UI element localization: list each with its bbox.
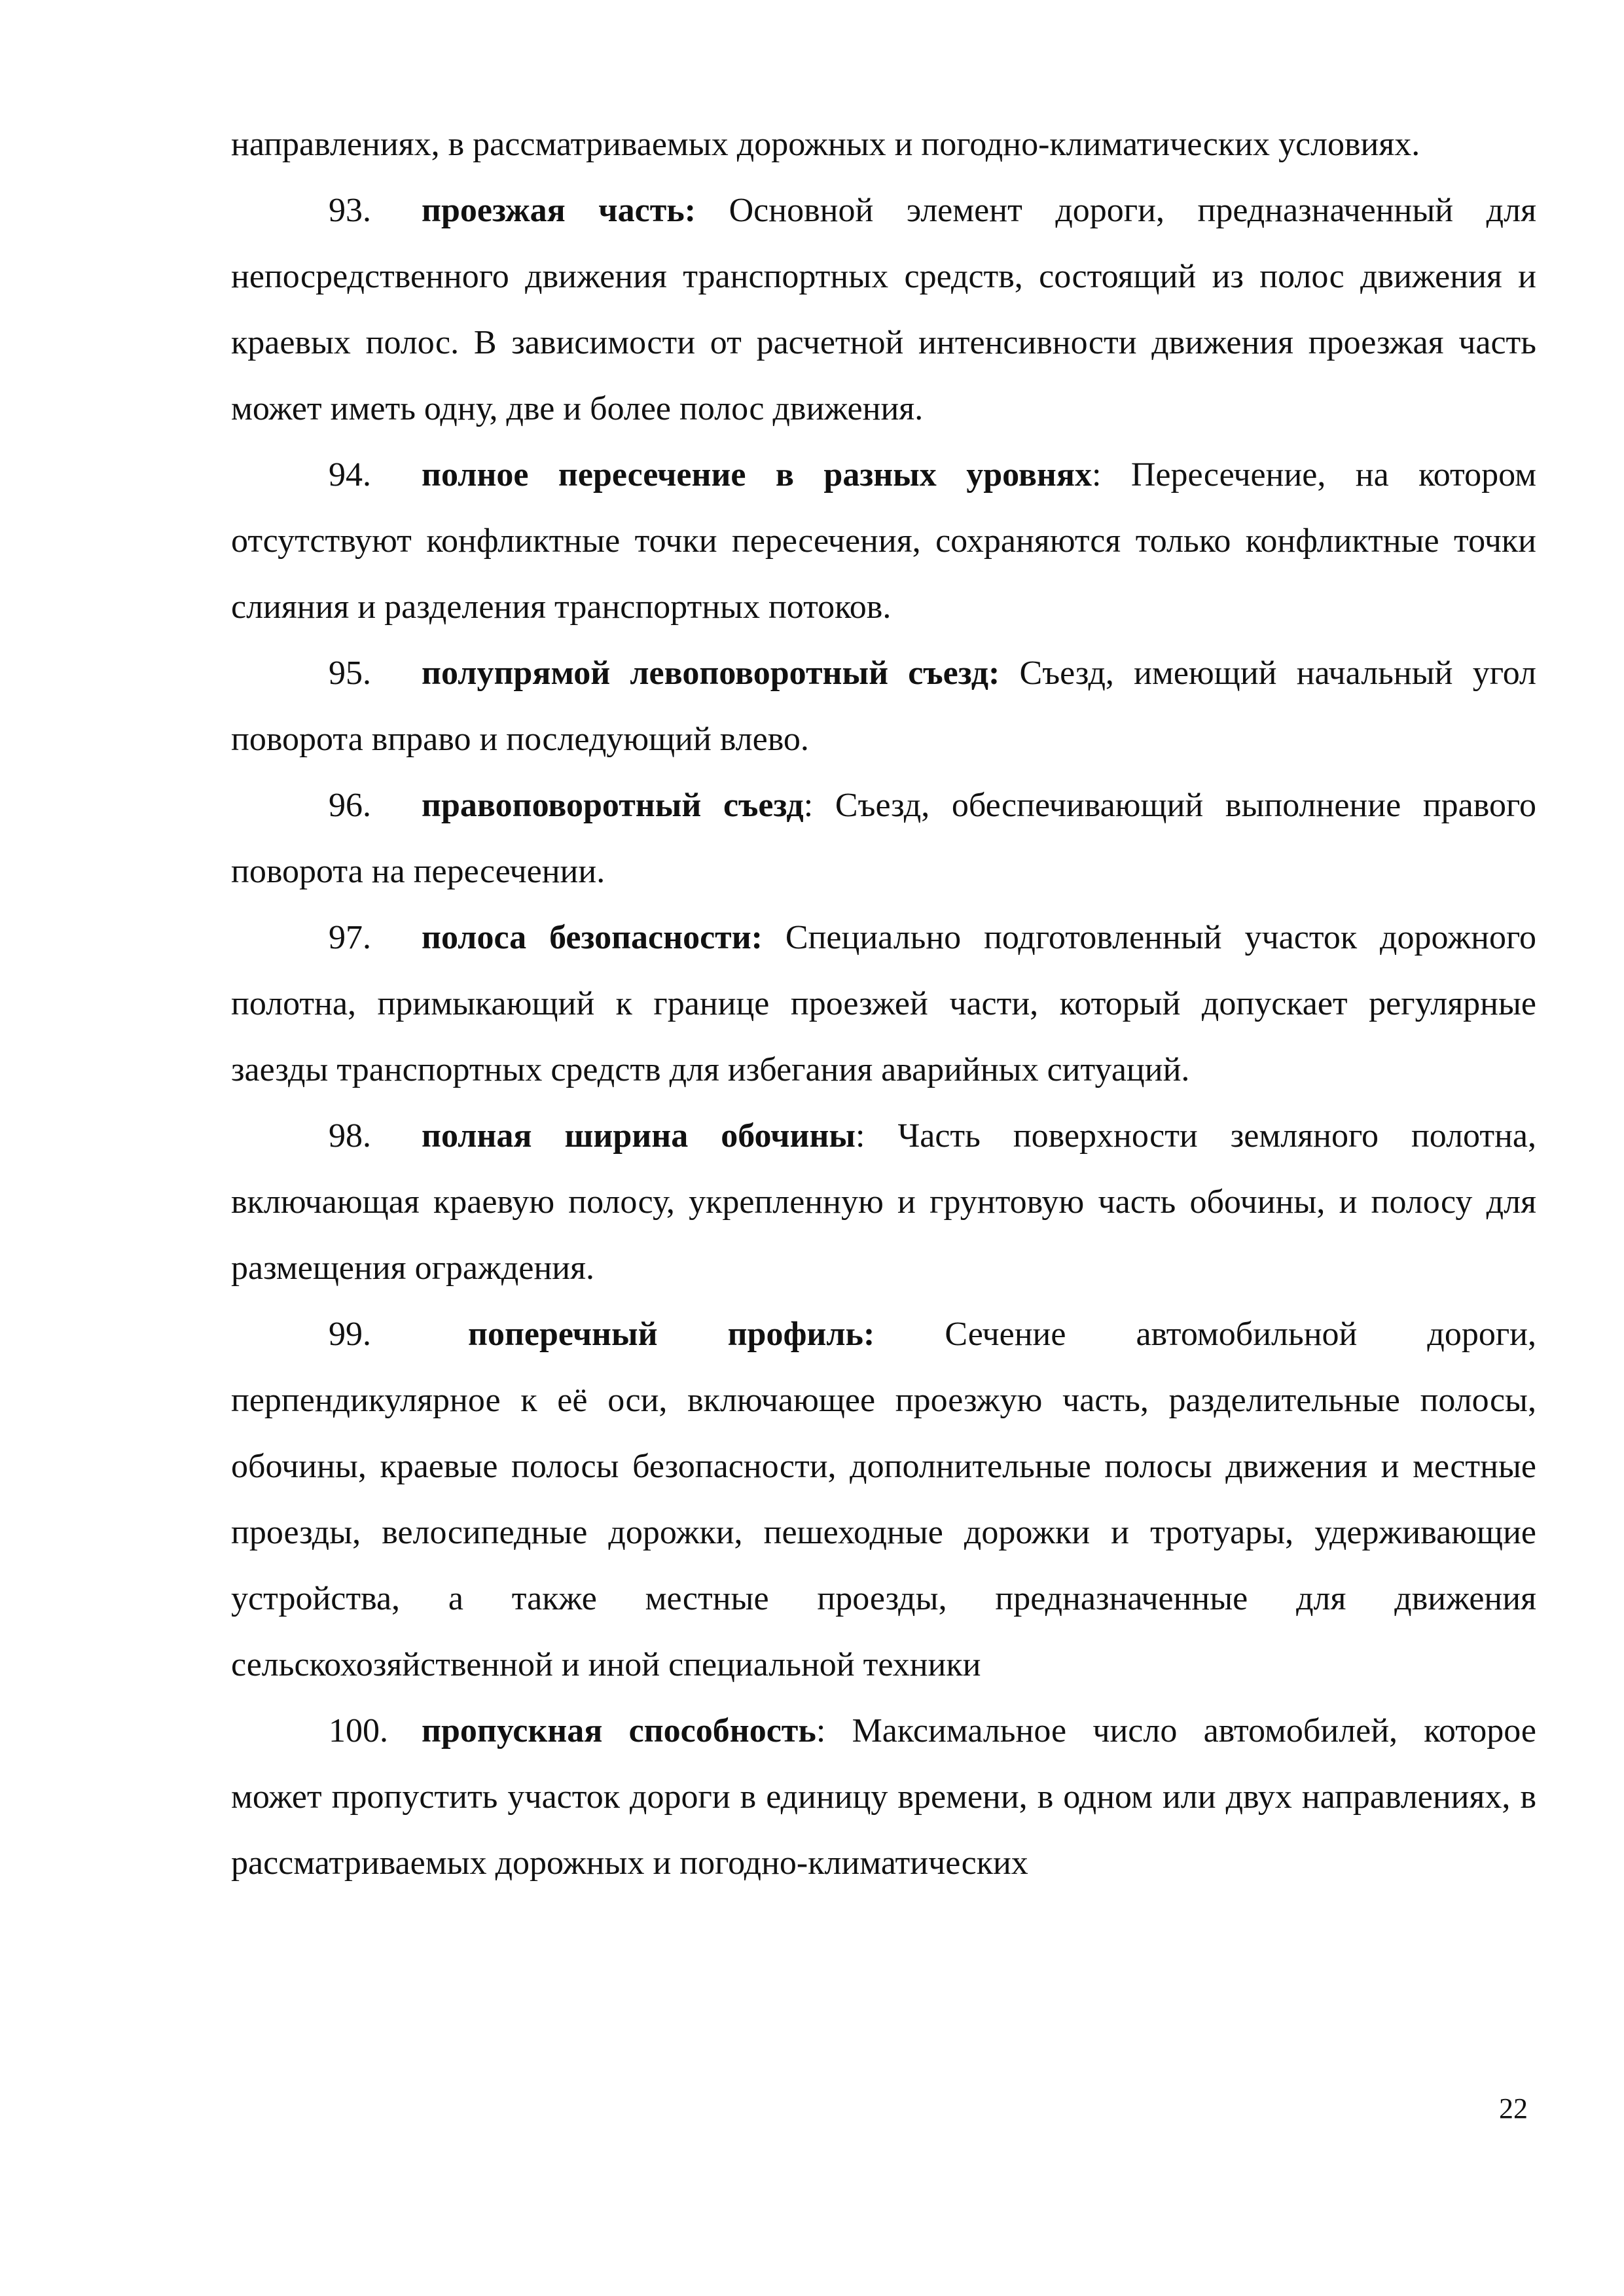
- entry-definition: : Часть поверхности земляного полотна, включающая краевую полосу, укрепленную и грунтовую часть обочины, и полосу для размещения ограждения.: [231, 1117, 1536, 1287]
- page-number: 22: [1499, 2092, 1528, 2125]
- entry-definition: Основной элемент дороги, предназначенный для непосредственного движения транспортных средств, состоящий из полос движения и краевых полос. В зависимости от расчетной интенсивности движения проезжая часть может иметь одну, две и более полос движения.: [231, 192, 1536, 427]
- entry-term: пропускная способность: [422, 1712, 816, 1749]
- entry-number: 98.: [329, 1117, 371, 1155]
- entry-definition: : Максимальное число автомобилей, которое может пропустить участок дороги в единицу времени, в одном или двух направлениях, в рассматриваемых дорожных и погодно-климатических: [231, 1712, 1536, 1882]
- definition-entry-100: [231, 1698, 1536, 1896]
- definition-entry-96: [231, 772, 1536, 905]
- entry-definition: : Пересечение, на котором отсутствуют конфликтные точки пересечения, сохраняются только конфликтные точки слияния и разделения транспортных потоков.: [231, 456, 1536, 626]
- continuation-paragraph: направлениях, в рассматриваемых дорожных и погодно-климатических условиях.: [231, 126, 1420, 163]
- entry-number: 97.: [329, 919, 371, 956]
- entry-term: полное пересечение в разных уровнях: [422, 456, 1092, 493]
- definition-entry-95: [231, 640, 1536, 772]
- entry-term: проезжая часть:: [422, 192, 696, 229]
- definition-entry-99: [231, 1301, 1536, 1698]
- entry-number: 95.: [329, 655, 371, 692]
- document-body: [231, 111, 1536, 1896]
- entry-term: полупрямой левоповоротный съезд:: [422, 655, 1000, 692]
- entry-term: правоповоротный съезд: [422, 787, 804, 824]
- entry-definition: Специально подготовленный участок дорожного полотна, примыкающий к границе проезжей части, который допускает регулярные заезды транспортных средств для избегания аварийных ситуаций.: [231, 919, 1536, 1088]
- entry-definition: Съезд, имеющий начальный угол поворота вправо и последующий влево.: [231, 655, 1536, 758]
- definition-entry-97: [231, 905, 1536, 1103]
- entry-term: полоса безопасности:: [422, 919, 763, 956]
- entry-number: 96.: [329, 787, 371, 824]
- entry-number: 100.: [329, 1712, 388, 1749]
- entry-term: поперечный профиль:: [468, 1316, 875, 1353]
- definition-entry-94: [231, 442, 1536, 640]
- entry-number: 93.: [329, 192, 371, 229]
- entry-definition: : Съезд, обеспечивающий выполнение правого поворота на пересечении.: [231, 787, 1536, 890]
- entry-definition: Сечение автомобильной дороги, перпендикулярное к её оси, включающее проезжую часть, разделительные полосы, обочины, краевые полосы безопасности, дополнительные полосы движения и местные проезды, велосипедные дорожки, пешеходные дорожки и тротуары, удерживающие устройства, а также местные проезды, предназначенные для движения сельскохозяйственной и иной специальной техники: [231, 1316, 1536, 1683]
- definition-entry-93: [231, 177, 1536, 442]
- entry-number: 94.: [329, 456, 371, 493]
- definition-entry-98: [231, 1103, 1536, 1301]
- entry-term: полная ширина обочины: [422, 1117, 856, 1155]
- entry-number: 99.: [329, 1316, 371, 1353]
